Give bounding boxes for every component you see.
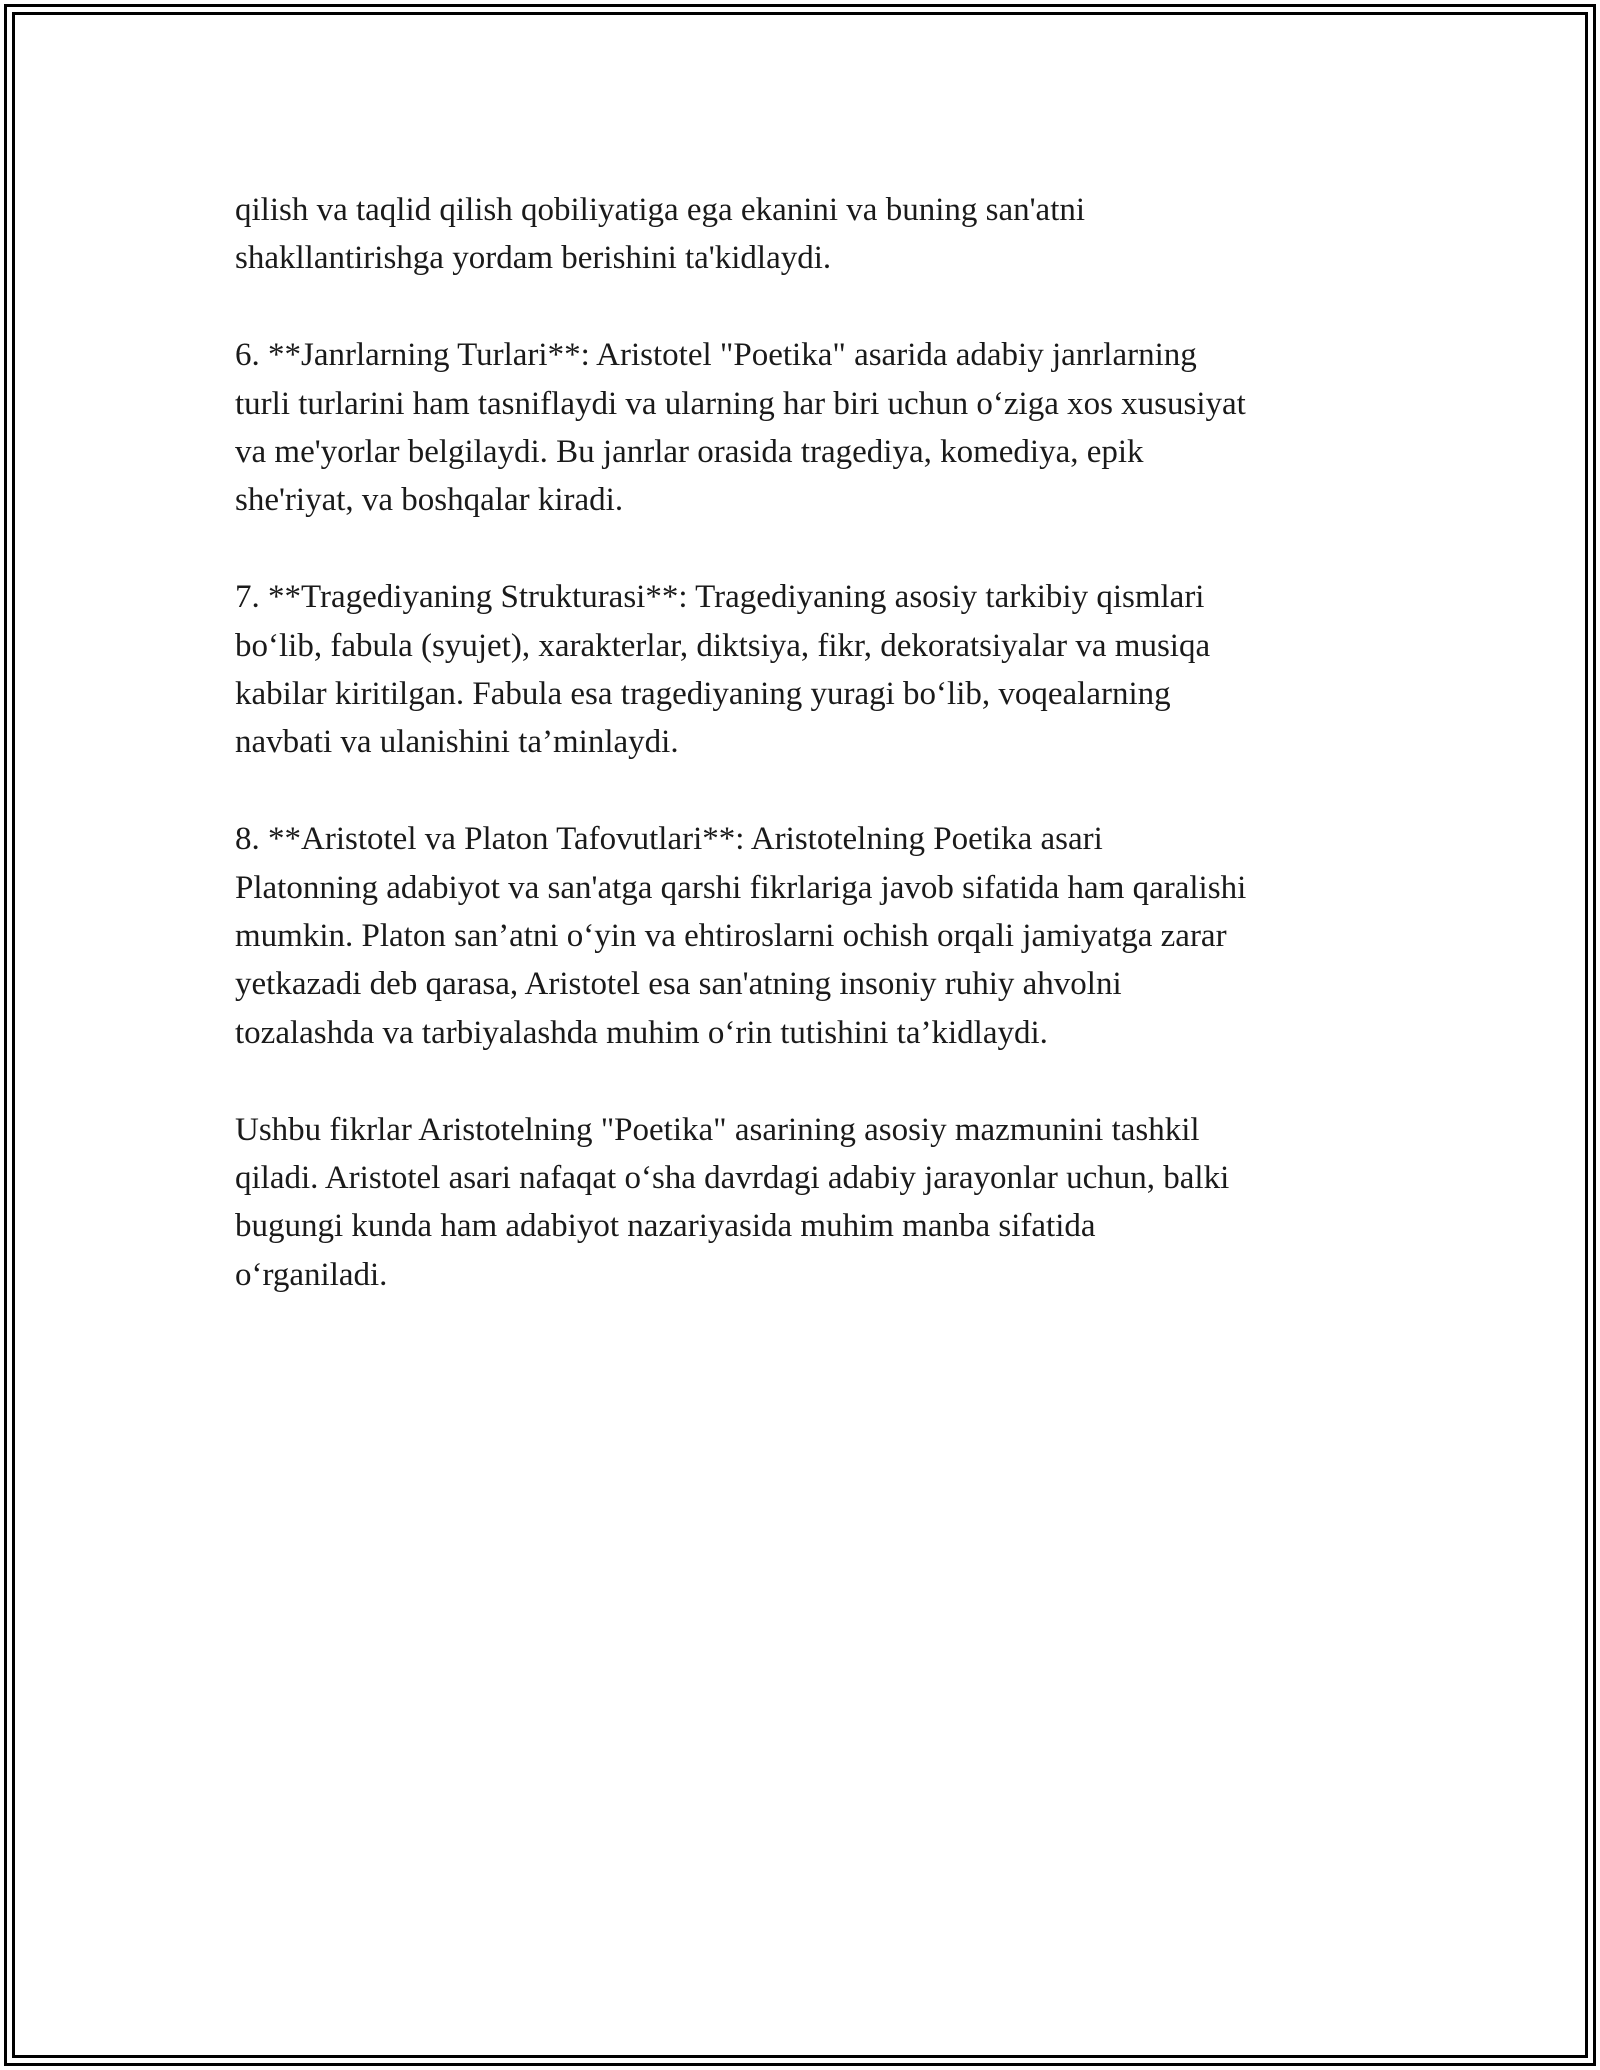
paragraph-aristotle-plato: 8. **Aristotel va Platon Tafovutlari**: Aristotelning Poetika asari Platonning adabiyot va san'atga qarshi fikrlariga javob sifatida ham qaralishi mumkin. Platon san’atni o‘yin va ehtiroslarni ochish orqali jamiyatga zarar yetkazadi deb qarasa, Aristotel esa san'atning insoniy ruhiy ahvolni tozalashda va tarbiyalashda muhim o‘rin tutishini ta’kidlaydi. <box>235 821 1247 1051</box>
paragraph-continuation: qilish va taqlid qilish qobiliyatiga ega ekanini va buning san'atni shakllantirishga yordam berishini ta'kidlaydi. <box>235 192 1086 277</box>
paragraph-genres: 6. **Janrlarning Turlari**: Aristotel "Poetika" asarida adabiy janrlarning turli turlarini ham tasniflaydi va ularning har biri uchun o‘ziga xos xususiyat va me'yorlar belgilaydi. Bu janrlar orasida tragediya, komediya, epik she'riyat, va boshqalar kiradi. <box>235 337 1246 519</box>
paragraph-conclusion: Ushbu fikrlar Aristotelning "Poetika" asarining asosiy mazmunini tashkil qiladi. Aristotel asari nafaqat o‘sha davrdagi adabiy jarayonlar uchun, balki bugungi kunda ham adabiyot nazariyasida muhim manba sifatida o‘rganiladi. <box>235 1111 1230 1293</box>
document-body <box>235 186 1375 1348</box>
paragraph-tragedy-structure: 7. **Tragediyaning Strukturasi**: Tragediyaning asosiy tarkibiy qismlari bo‘lib, fabula (syujet), xarakterlar, diktsiya, fikr, dekoratsiyalar va musiqa kabilar kiritilgan. Fabula esa tragediyaning yuragi bo‘lib, voqealarning navbati va ulanishini ta’minlaydi. <box>235 579 1211 761</box>
